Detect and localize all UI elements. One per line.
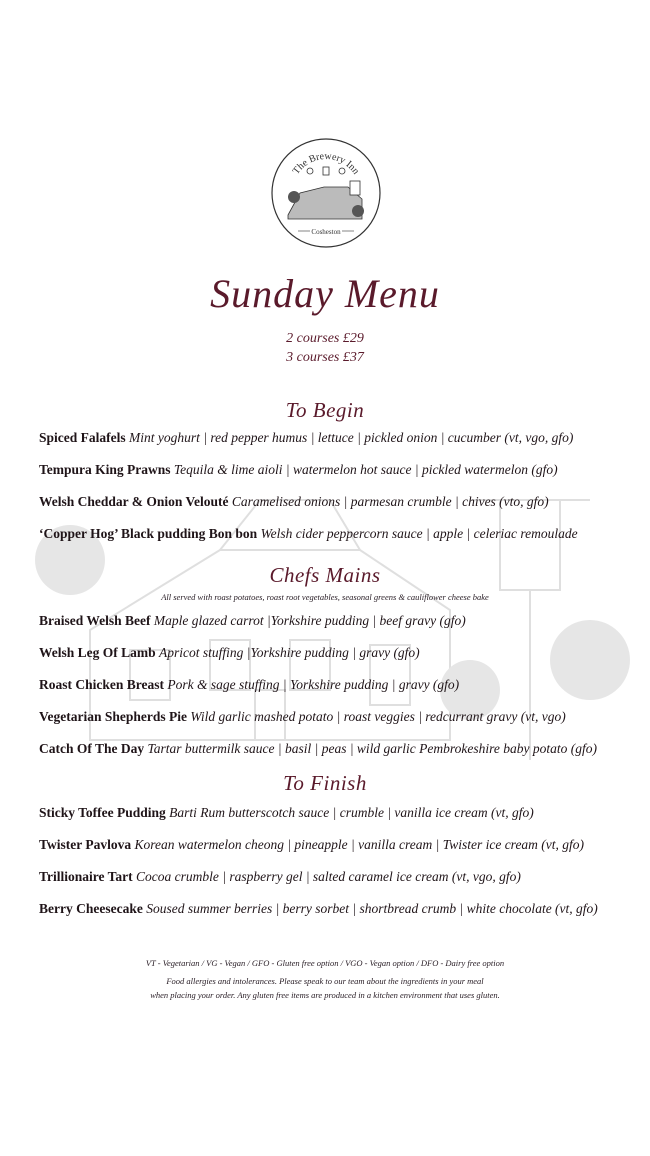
- item-name: Vegetarian Shepherds Pie: [39, 709, 187, 724]
- price-two-courses: 2 courses £29: [286, 331, 364, 346]
- menu-item: [39, 805, 639, 821]
- menu-item: [39, 430, 639, 446]
- allergy-notice-line1: Food allergies and intolerances. Please speak to our team about the ingredients in your meal: [166, 976, 484, 986]
- item-name: ‘Copper Hog’ Black pudding Bon bon: [39, 526, 258, 541]
- page-title: Sunday Menu: [210, 271, 440, 316]
- item-name: Catch Of The Day: [39, 741, 145, 756]
- item-desc: Pork & sage stuffing | Yorkshire pudding | gravy (gfo): [167, 677, 460, 692]
- item-desc: Korean watermelon cheong | pineapple | vanilla cream | Twister ice cream (vt, gfo): [134, 837, 585, 852]
- item-desc: Mint yoghurt | red pepper humus | lettuce | pickled onion | cucumber (vt, vgo, gfo): [129, 430, 574, 445]
- section-heading-mains: Chefs Mains: [269, 563, 381, 587]
- section-heading-desserts: To Finish: [283, 771, 367, 795]
- item-desc: Tequila & lime aioli | watermelon hot sauce | pickled watermelon (gfo): [173, 462, 558, 477]
- item-desc: Caramelised onions | parmesan crumble | chives (vto, gfo): [231, 494, 549, 509]
- logo-location: Cosheston: [311, 228, 341, 236]
- item-name: Twister Pavlova: [39, 837, 132, 852]
- menu-item: [39, 869, 639, 885]
- item-desc: Cocoa crumble | raspberry gel | salted caramel ice cream (vt, vgo, gfo): [136, 869, 521, 884]
- menu-item: [39, 677, 639, 693]
- menu-item: [39, 613, 639, 629]
- item-name: Tempura King Prawns: [39, 462, 171, 477]
- item-desc: Maple glazed carrot |Yorkshire pudding | beef gravy (gfo): [153, 613, 466, 628]
- menu-item: [39, 494, 639, 510]
- menu-item: [39, 645, 639, 661]
- menu-item: [39, 901, 639, 917]
- item-desc: Tartar buttermilk sauce | basil | peas | wild garlic Pembrokeshire baby potato (gfo): [147, 741, 597, 756]
- item-name: Spiced Falafels: [39, 430, 126, 445]
- item-name: Trillionaire Tart: [39, 869, 133, 884]
- item-name: Braised Welsh Beef: [39, 613, 151, 628]
- menu-item: [39, 741, 639, 757]
- item-desc: Welsh cider peppercorn sauce | apple | celeriac remoulade: [260, 526, 578, 541]
- section-heading-starters: To Begin: [285, 398, 365, 422]
- item-name: Welsh Cheddar & Onion Velouté: [39, 494, 229, 509]
- item-desc: Wild garlic mashed potato | roast veggies | redcurrant gravy (vt, vgo): [190, 709, 566, 724]
- item-name: Roast Chicken Breast: [39, 677, 165, 692]
- logo-name: The Brewery Inn: [290, 150, 362, 177]
- menu-item: [39, 709, 639, 725]
- item-desc: Barti Rum butterscotch sauce | crumble | vanilla ice cream (vt, gfo): [169, 805, 534, 820]
- menu-item: [39, 837, 639, 853]
- dietary-key: VT - Vegetarian / VG - Vegan / GFO - Gluten free option / VGO - Vegan option / DFO - Dairy free option: [145, 958, 505, 968]
- item-desc: Apricot stuffing |Yorkshire pudding | gravy (gfo): [159, 645, 420, 660]
- price-three-courses: 3 courses £37: [286, 350, 364, 365]
- item-name: Sticky Toffee Pudding: [39, 805, 166, 820]
- allergy-notice-line2: when placing your order. Any gluten free items are produced in a kitchen environment that uses gluten.: [150, 990, 500, 1000]
- menu-item: [39, 462, 639, 478]
- item-name: Welsh Leg Of Lamb: [39, 645, 156, 660]
- item-name: Berry Cheesecake: [39, 901, 143, 916]
- mains-note: All served with roast potatoes, roast root vegetables, seasonal greens & cauliflower cheese bake: [161, 592, 489, 602]
- item-desc: Soused summer berries | berry sorbet | shortbread crumb | white chocolate (vt, gfo): [146, 901, 598, 916]
- pub-logo-icon: [270, 137, 382, 249]
- menu-item: [39, 526, 639, 542]
